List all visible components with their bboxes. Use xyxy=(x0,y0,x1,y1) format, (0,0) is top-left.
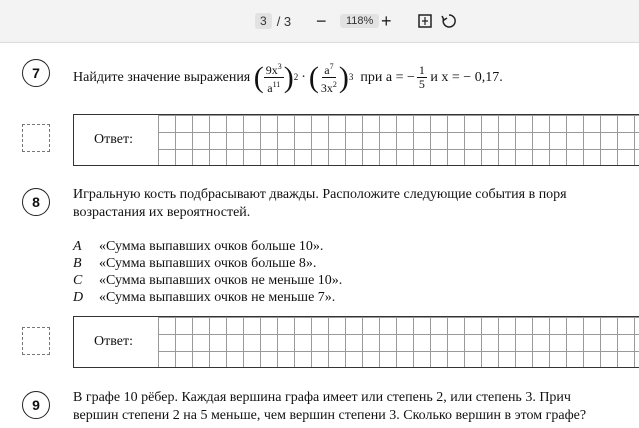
question-8-line-2: возрастания их вероятностей. xyxy=(73,205,251,220)
q8-option-a: A «Сумма выпавших очков больше 10». xyxy=(73,239,324,254)
page-indicator xyxy=(255,0,291,42)
q8-answer-grid[interactable] xyxy=(73,316,639,368)
pdf-toolbar xyxy=(0,0,639,43)
q7-fraction-2: $\frac{a^7}{3x^2}$ xyxy=(320,61,337,95)
page-total: / 3 xyxy=(276,13,292,29)
q7-fraction-1: $\frac{9x^3}{a^{11}}$ xyxy=(265,61,282,95)
document-page xyxy=(0,43,639,428)
q8-option-b: B «Сумма выпавших очков больше 8». xyxy=(73,256,317,271)
q7-answer-grid[interactable] xyxy=(73,114,639,166)
q7-prompt: Найдите значение выражения xyxy=(73,69,251,85)
question-7-text: Найдите значение выражения ( $\frac{9x^3}{a^{11}}$ ) 2 · ( $\frac{a^7}{3x^2}$ ) 3 при a = − $\frac{1}{5}$ и x = − 0,17. xyxy=(73,60,503,95)
q7-score-box xyxy=(22,124,50,152)
question-number-9: 9 xyxy=(22,391,50,419)
q8-option-c: C «Сумма выпавших очков не меньше 10». xyxy=(73,273,343,288)
question-number-7: 7 xyxy=(22,59,50,87)
q7-condition-fraction: $\frac{1}{5}$ xyxy=(418,62,425,91)
zoom-out-button[interactable]: − xyxy=(316,10,327,31)
q8-score-box xyxy=(22,327,50,355)
rotate-icon[interactable] xyxy=(441,13,457,29)
fit-page-icon[interactable] xyxy=(418,14,432,28)
q7-answer-label: Ответ: xyxy=(74,115,158,165)
zoom-in-button[interactable]: + xyxy=(381,10,392,31)
question-number-8: 8 xyxy=(22,188,50,216)
q8-answer-label: Ответ: xyxy=(74,317,158,367)
question-9-line-2: вершин степени 2 на 5 меньше, чем вершин степени 3. Сколько вершин в этом графе? xyxy=(73,408,587,423)
current-page-input[interactable]: 3 xyxy=(255,13,272,29)
question-9-line-1: В графе 10 рёбер. Каждая вершина графа имеет или степень 2, или степень 3. Прич xyxy=(73,390,571,405)
question-8-line-1: Игральную кость подбрасывают дважды. Расположите следующие события в поря xyxy=(73,187,567,202)
zoom-level[interactable]: 118% xyxy=(340,14,379,28)
q8-option-d: D «Сумма выпавших очков не меньше 7». xyxy=(73,290,336,305)
